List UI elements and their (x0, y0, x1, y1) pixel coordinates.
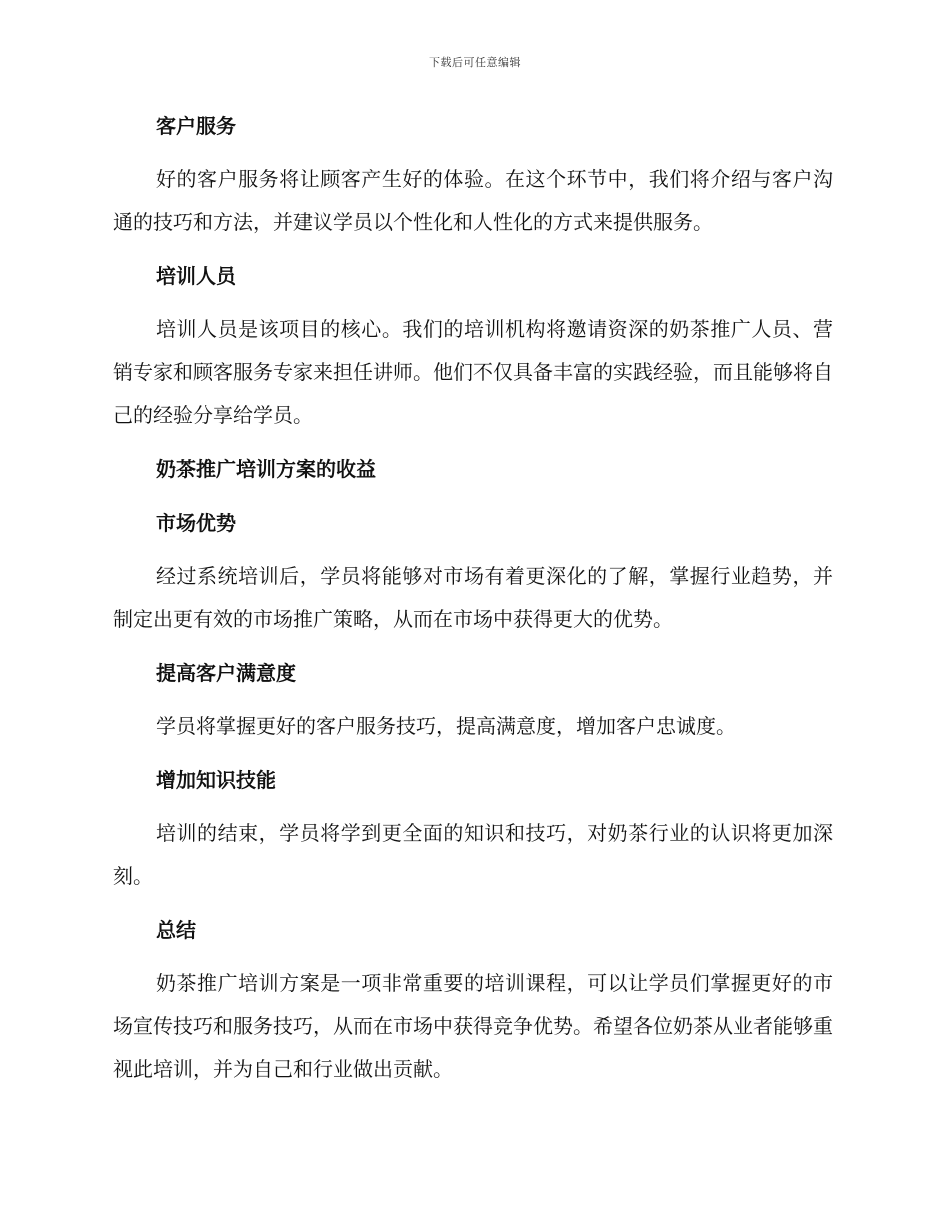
paragraph-knowledge-skills: 培训的结束，学员将学到更全面的知识和技巧，对奶茶行业的认识将更加深刻。 (113, 821, 833, 888)
paragraph-customer-service: 好的客户服务将让顾客产生好的体验。在这个环节中，我们将介绍与客户沟通的技巧和方法，并建议学员以个性化和人性化的方式来提供服务。 (113, 167, 833, 234)
section-heading-summary: 总结 (156, 918, 196, 942)
section-heading-trainers: 培训人员 (156, 264, 236, 288)
section-heading-satisfaction: 提高客户满意度 (156, 661, 296, 685)
paragraph-trainers: 培训人员是该项目的核心。我们的培训机构将邀请资深的奶茶推广人员、营销专家和顾客服务专家来担任讲师。他们不仅具备丰富的实践经验，而且能够将自己的经验分享给学员。 (113, 317, 833, 427)
section-heading-benefits: 奶茶推广培训方案的收益 (156, 457, 376, 481)
paragraph-market-advantage: 经过系统培训后，学员将能够对市场有着更深化的了解，掌握行业趋势，并制定出更有效的市场推广策略，从而在市场中获得更大的优势。 (113, 564, 833, 631)
page-header: 下载后可任意编辑 (429, 56, 521, 69)
section-heading-customer-service: 客户服务 (156, 114, 236, 138)
document-body (113, 108, 833, 1105)
section-heading-knowledge-skills: 增加知识技能 (156, 768, 276, 792)
paragraph-satisfaction: 学员将掌握更好的客户服务技巧，提高满意度，增加客户忠诚度。 (156, 714, 736, 738)
paragraph-summary: 奶茶推广培训方案是一项非常重要的培训课程，可以让学员们掌握更好的市场宣传技巧和服务技巧，从而在市场中获得竞争优势。希望各位奶茶从业者能够重视此培训，并为自己和行业做出贡献。 (113, 971, 833, 1081)
section-heading-market-advantage: 市场优势 (156, 511, 236, 535)
